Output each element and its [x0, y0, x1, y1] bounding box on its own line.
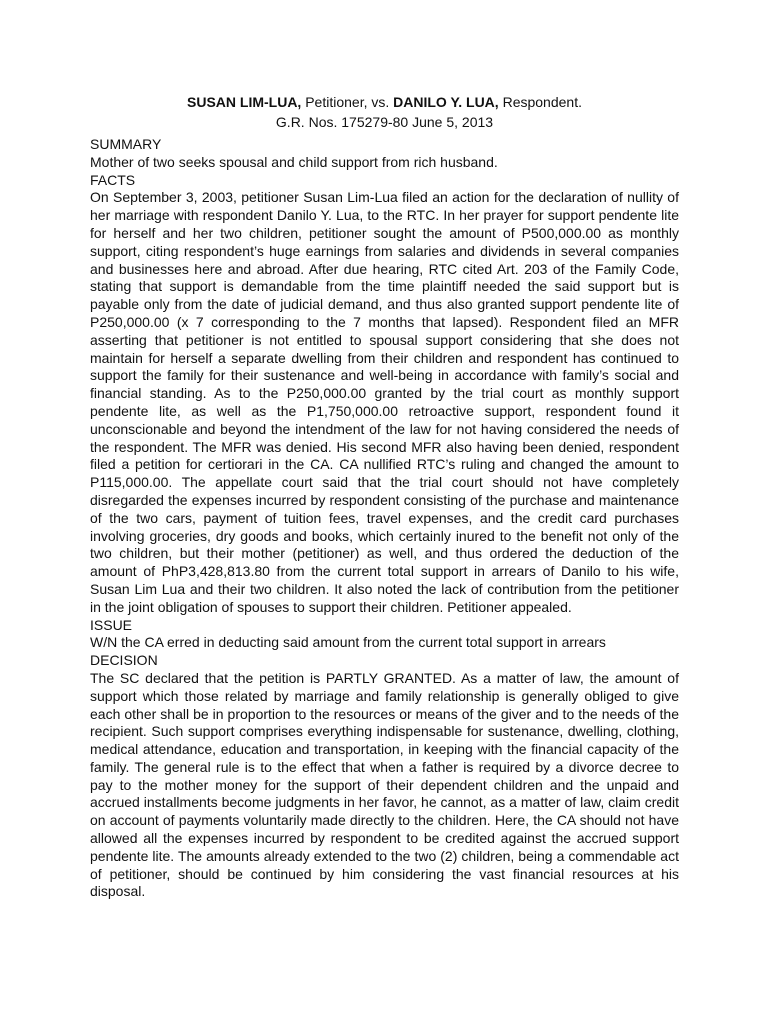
respondent-role: Respondent. — [498, 94, 582, 110]
issue-heading: ISSUE — [90, 616, 133, 633]
decision-text: The SC declared that the petition is PARTLY GRANTED. As a matter of law, the amount of support which those related by marriage and family relationship is generally obliged to give each other shall be in proportion to the resources or means of the giver and to the needs of the recipient. Such support comprises everything indispensable for sustenance, dwelling, clothing, medical attendance, education and transportation, in keeping with the financial capacity of the family. The general rule is to the effect that when a father is required by a divorce decree to pay to the mother money for the support of their dependent children and the unpaid and accrued installments become judgments in her favor, he cannot, as a matter of law, claim credit on account of payments voluntarily made directly to the children. Here, the CA should not have allowed all the expenses incurred by respondent to be credited against the accrued support pendente lite. The amounts already extended to the two (2) children, being a commendable act of petitioner, should be continued by him considering the vast financial resources at his disposal. — [90, 669, 679, 900]
decision-heading: DECISION — [90, 652, 158, 669]
summary-heading: SUMMARY — [90, 136, 162, 152]
case-number: G.R. Nos. 175279-80 June 5, 2013 — [275, 114, 494, 130]
petitioner-name: SUSAN LIM-LUA, — [187, 94, 302, 110]
summary-text: Mother of two seeks spousal and child support from rich husband. — [90, 153, 498, 170]
facts-text: On September 3, 2003, petitioner Susan Lim-Lua filed an action for the declaration of nullity of her marriage with respondent Danilo Y. Lua, to the RTC. In her prayer for support pendente lite for herself and her two children, petitioner sought the amount of P500,000.00 as monthly support, citing respondent’s huge earnings from salaries and dividends in several companies and businesses here and abroad. After due hearing, RTC cited Art. 203 of the Family Code, stating that support is demandable from the time plaintiff needed the said support but is payable only from the date of judicial demand, and thus also granted support pendente lite of P250,000.00 (x 7 corresponding to the 7 months that lapsed). Respondent filed an MFR asserting that petitioner is not entitled to spousal support considering that she does not maintain for herself a separate dwelling from their children and respondent has continued to support the family for their sustenance and well-being in accordance with family’s social and financial standing. As to the P250,000.00 granted by the trial court as monthly support pendente lite, as well as the P1,750,000.00 retroactive support, respondent found it unconscionable and beyond the intendment of the law for not having considered the needs of the respondent. The MFR was denied. His second MFR also having been denied, respondent filed a petition for certiorari in the CA. CA nullified RTC’s ruling and changed the amount to P115,000.00. The appellate court said that the trial court should not have completely disregarded the expenses incurred by respondent consisting of the purchase and maintenance of the two cars, payment of tuition fees, travel expenses, and the credit card purchases involving groceries, dry goods and books, which certainly inured to the benefit not only of the two children, but their mother (petitioner) as well, and thus ordered the deduction of the amount of PhP3,428,813.80 from the current total support in arrears of Danilo to his wife, Susan Lim Lua and their two children. It also noted the lack of contribution from the petitioner in the joint obligation of spouses to support their children. Petitioner appealed. — [90, 189, 679, 615]
petitioner-role: Petitioner, vs. — [301, 94, 394, 110]
issue-text: W/N the CA erred in deducting said amount from the current total support in arrears — [90, 634, 606, 651]
facts-heading: FACTS — [90, 171, 136, 188]
case-title-block — [90, 92, 679, 132]
case-parties-line — [90, 92, 679, 112]
respondent-name: DANILO Y. LUA, — [393, 94, 499, 110]
